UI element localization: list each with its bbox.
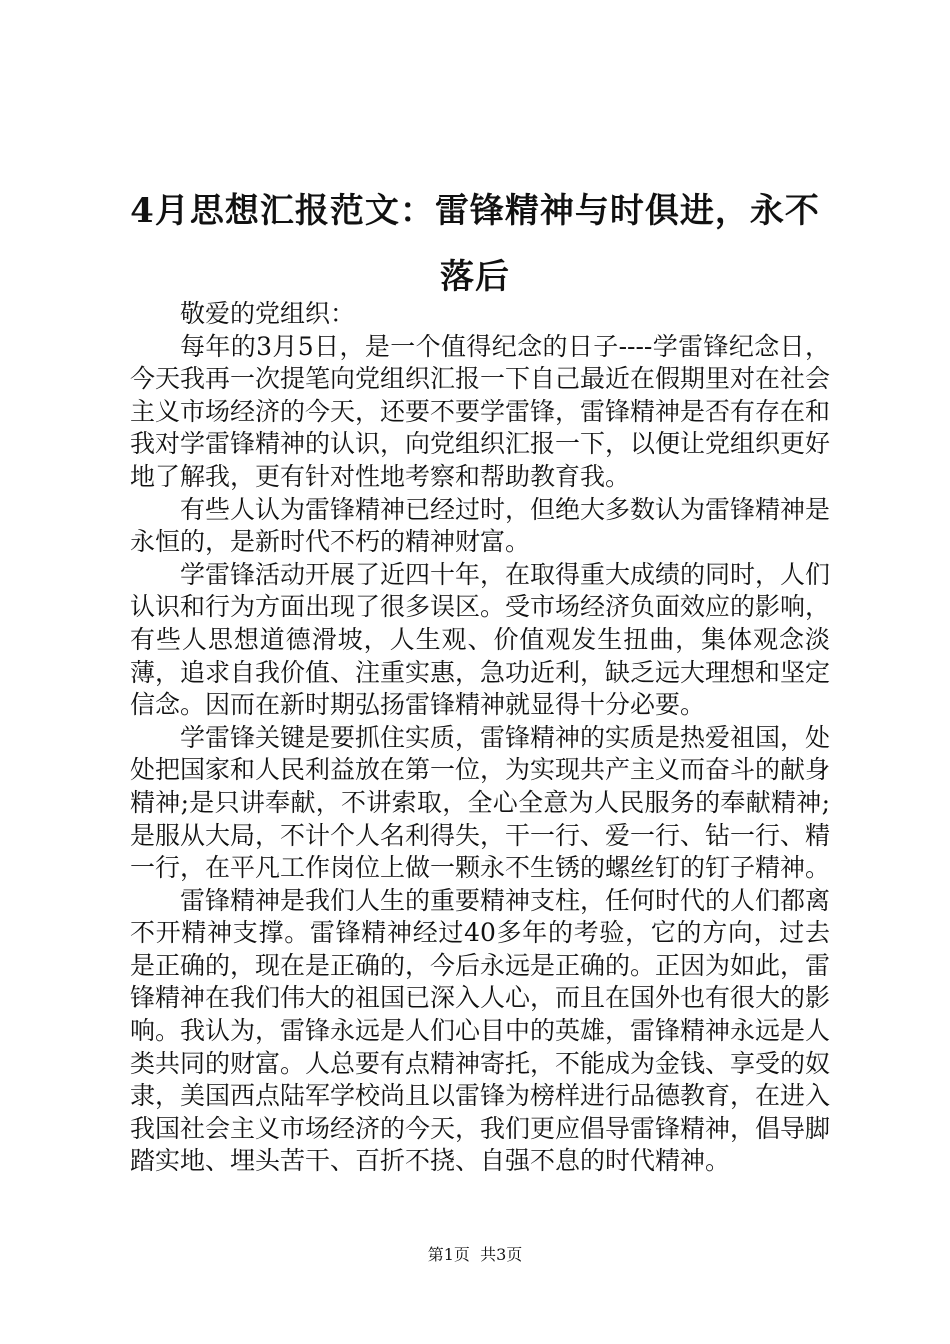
paragraph: 有些人认为雷锋精神已经过时，但绝大多数认为雷锋精神是永恒的，是新时代不朽的精神财富。 xyxy=(130,494,831,557)
document-title: 4月思想汇报范文：雷锋精神与时俱进，永不落后 xyxy=(130,191,820,297)
page-number: 第1页 共3页 xyxy=(427,1245,523,1264)
paragraph: 每年的3月5日，是一个值得纪念的日子----学雷锋纪念日，今天我再一次提笔向党组织汇报一下自己最近在假期里对在社会主义市场经济的今天，还要不要学雷锋，雷锋精神是否有存在和我对学雷锋精神的认识，向党组织汇报一下，以便让党组织更好地了解我，更有针对性地考察和帮助教育我。 xyxy=(130,331,831,491)
paragraph: 学雷锋活动开展了近四十年，在取得重大成绩的同时，人们认识和行为方面出现了很多误区。受市场经济负面效应的影响，有些人思想道德滑坡，人生观、价值观发生扭曲，集体观念淡薄，追求自我价值、注重实惠，急功近利，缺乏远大理想和坚定信念。因而在新时期弘扬雷锋精神就显得十分必要。 xyxy=(130,559,831,720)
paragraph: 学雷锋关键是要抓住实质，雷锋精神的实质是热爱祖国，处处把国家和人民利益放在第一位，为实现共产主义而奋斗的献身精神;是只讲奉献，不讲索取，全心全意为人民服务的奉献精神;是服从大局，不计个人名利得失，干一行、爱一行、钻一行、精一行，在平凡工作岗位上做一颗永不生锈的螺丝钉的钉子精神。 xyxy=(130,722,831,883)
page-footer xyxy=(0,1244,950,1266)
document-body xyxy=(130,298,830,1178)
salutation: 敬爱的党组织： xyxy=(180,299,356,328)
paragraph: 雷锋精神是我们人生的重要精神支柱，任何时代的人们都离不开精神支撑。雷锋精神经过40多年的考验，它的方向，过去是正确的，现在是正确的，今后永远是正确的。正因为如此，雷锋精神在我们伟大的祖国已深入人心，而且在国外也有很大的影响。我认为，雷锋永远是人们心目中的英雄，雷锋精神永远是人类共同的财富。人总要有点精神寄托，不能成为金钱、享受的奴隶，美国西点陆军学校尚且以雷锋为榜样进行品德教育，在进入我国社会主义市场经济的今天，我们更应倡导雷锋精神，倡导脚踏实地、埋头苦干、百折不挠、自强不息的时代精神。 xyxy=(130,885,831,1176)
